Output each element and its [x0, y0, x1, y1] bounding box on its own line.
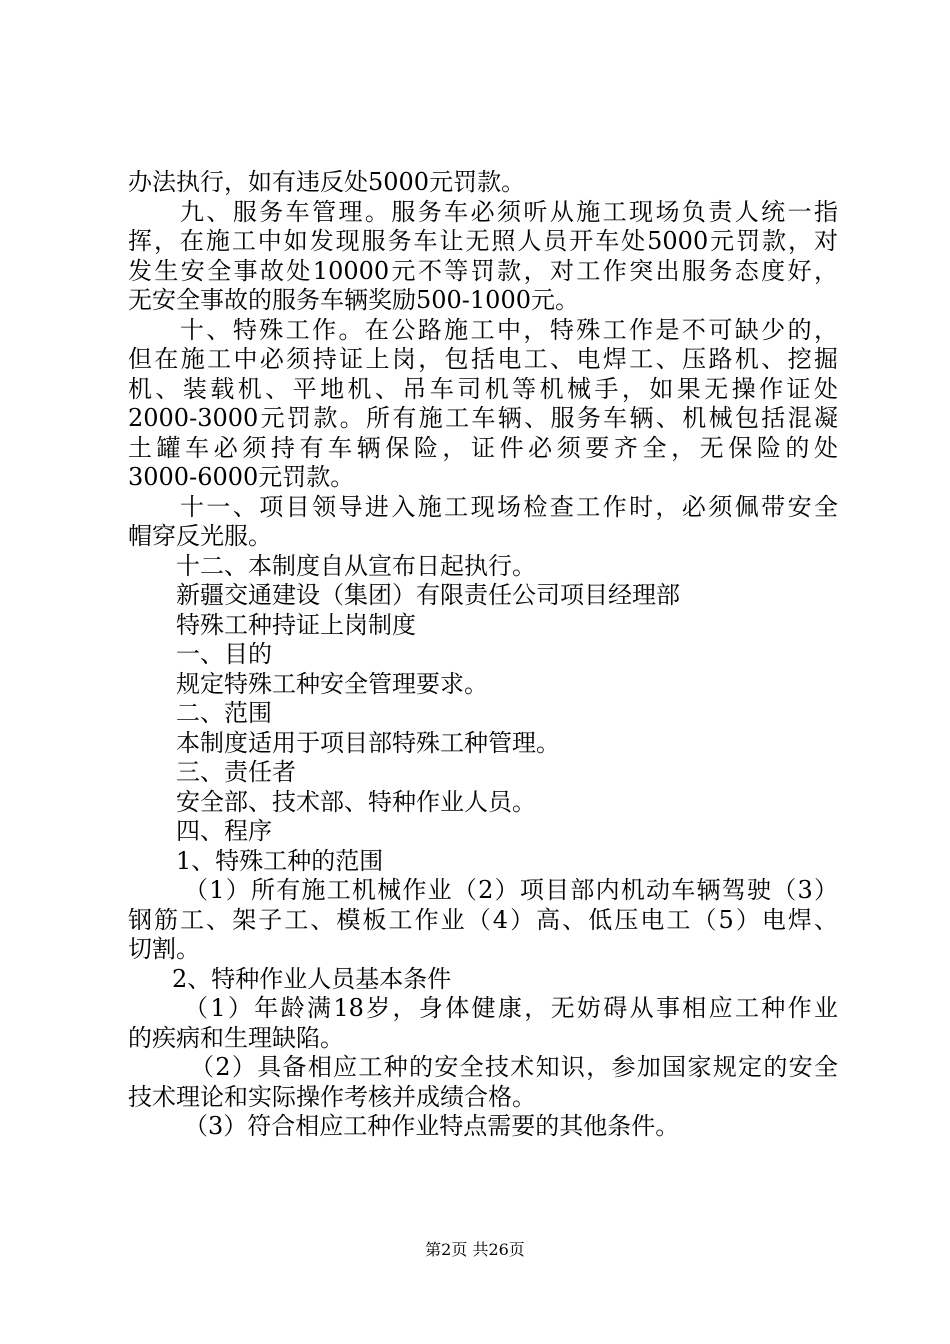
text-line: 技术理论和实际操作考核并成绩合格。	[128, 1082, 536, 1111]
text-line: 切割。	[128, 935, 200, 963]
text-line: （1）所有施工机械作业（2）项目部内机动车辆驾驶（3）	[184, 876, 838, 904]
text-line: （3）符合相应工种作业特点需要的其他条件。	[184, 1112, 680, 1140]
text-line: 办法执行，如有违反处5000元罚款。	[128, 168, 526, 196]
text-line: 但在施工中必须持证上岗，包括电工、电焊工、压路机、挖掘	[128, 345, 838, 373]
text-line: 2、特种作业人员基本条件	[172, 964, 452, 993]
text-line: 帽穿反光服。	[128, 522, 272, 550]
text-line: 3000-6000元罚款。	[128, 463, 355, 491]
text-line: 土罐车必须持有车辆保险，证件必须要齐全，无保险的处	[128, 433, 838, 462]
page-number: 第2页 共26页	[425, 1240, 525, 1259]
text-line: 十一、项目领导进入施工现场检查工作时，必须佩带安全	[180, 492, 838, 521]
text-line: 四、程序	[176, 817, 272, 845]
text-line: 1、特殊工种的范围	[176, 846, 384, 875]
text-line: 无安全事故的服务车辆奖励500-1000元。	[128, 286, 579, 314]
text-line: 三、责任者	[176, 758, 296, 786]
text-line: 的疾病和生理缺陷。	[128, 1023, 344, 1052]
text-line: 钢筋工、架子工、模板工作业（4）高、低压电工（5）电焊、	[128, 905, 838, 934]
text-line: 十、特殊工作。在公路施工中，特殊工作是不可缺少的，	[180, 315, 838, 344]
document-body	[128, 168, 838, 1142]
section-title: 特殊工种持证上岗制度	[176, 610, 416, 639]
text-line: （1）年龄满18岁，身体健康，无妨碍从事相应工种作业	[184, 994, 838, 1022]
text-line: （2）具备相应工种的安全技术知识，参加国家规定的安全	[190, 1053, 838, 1081]
text-line: 二、范围	[176, 699, 272, 727]
text-line: 2000-3000元罚款。所有施工车辆、服务车辆、机械包括混凝	[128, 404, 838, 432]
text-line: 九、服务车管理。服务车必须听从施工现场负责人统一指	[180, 197, 838, 226]
text-line: 一、目的	[176, 640, 272, 668]
text-line: 新疆交通建设（集团）有限责任公司项目经理部	[176, 581, 680, 609]
text-line: 发生安全事故处10000元不等罚款，对工作突出服务态度好，	[128, 256, 838, 285]
text-line: 挥，在施工中如发现服务车让无照人员开车处5000元罚款，对	[128, 227, 838, 255]
text-line: 规定特殊工种安全管理要求。	[176, 669, 488, 698]
text-line: 本制度适用于项目部特殊工种管理。	[176, 728, 560, 757]
text-line: 十二、本制度自从宣布日起执行。	[176, 551, 536, 580]
text-line: 机、装载机、平地机、吊车司机等机械手，如果无操作证处	[128, 374, 838, 403]
text-line: 安全部、技术部、特种作业人员。	[176, 787, 536, 816]
